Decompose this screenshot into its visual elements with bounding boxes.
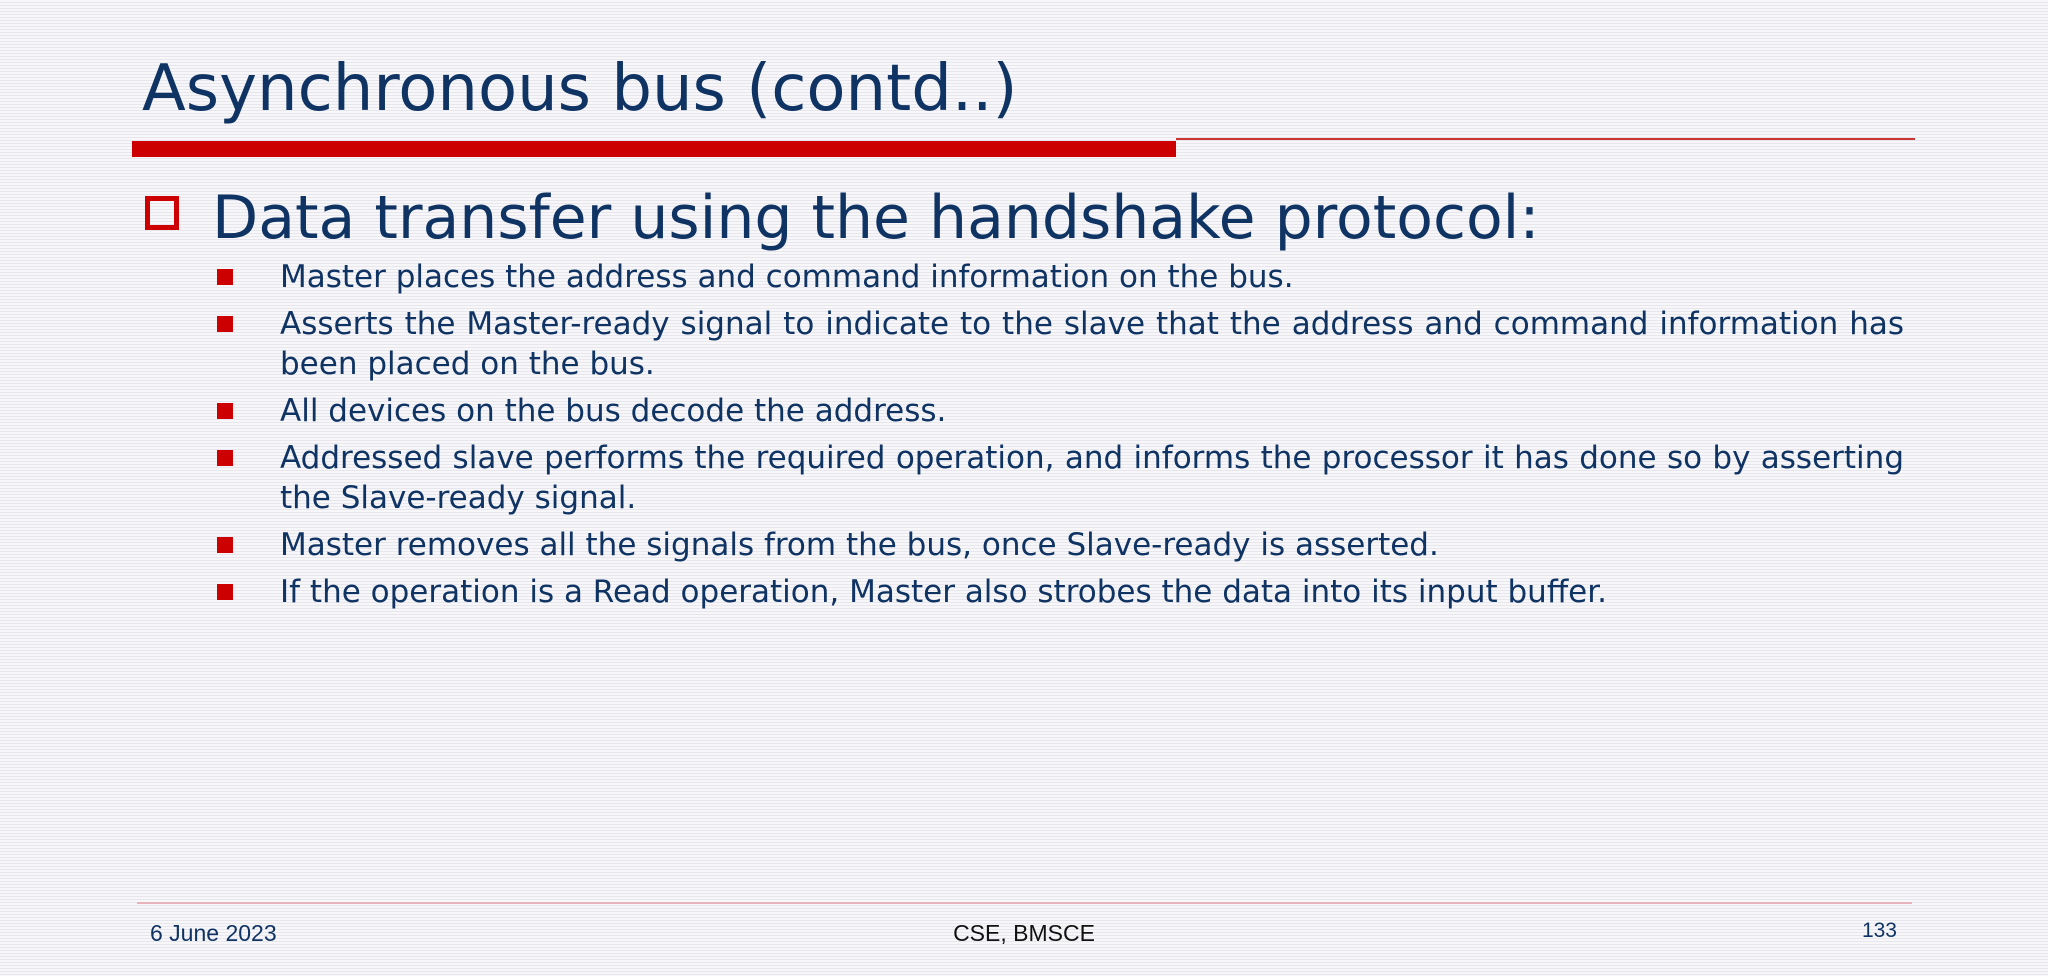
title-underline-thick (132, 141, 1176, 157)
bullet-list (216, 257, 1904, 619)
page-number: 133 (1861, 919, 1897, 942)
section-heading: Data transfer using the handshake protocol: (212, 183, 1540, 253)
bullet-item (216, 572, 1904, 612)
bullet-item (216, 438, 1904, 518)
square-bullet-icon (217, 537, 233, 553)
footer-organization: CSE, BMSCE (953, 920, 1095, 946)
bullet-text: All devices on the bus decode the address. (280, 393, 947, 429)
bullet-text: Master places the address and command information on the bus. (280, 259, 1294, 295)
bullet-item (216, 391, 1904, 431)
square-bullet-icon (217, 403, 233, 419)
hollow-square-bullet-icon (145, 196, 179, 230)
footer-date: 6 June 2023 (150, 920, 277, 946)
bullet-text: Asserts the Master-ready signal to indicate to the slave that the address and command information has been placed on the bus. (280, 306, 1904, 382)
footer-divider (137, 902, 1912, 904)
square-bullet-icon (217, 450, 233, 466)
title-underline-thin (1176, 138, 1915, 140)
slide-title: Asynchronous bus (contd..) (142, 52, 1018, 126)
bullet-item (216, 304, 1904, 384)
bullet-item (216, 525, 1904, 565)
bullet-text: Addressed slave performs the required operation, and informs the processor it has done so by asserting the Slave-ready signal. (280, 440, 1904, 516)
bullet-text: Master removes all the signals from the bus, once Slave-ready is asserted. (280, 527, 1439, 563)
square-bullet-icon (217, 269, 233, 285)
bullet-item (216, 257, 1904, 297)
bullet-text: If the operation is a Read operation, Master also strobes the data into its input buffer. (280, 574, 1608, 610)
square-bullet-icon (217, 584, 233, 600)
square-bullet-icon (217, 316, 233, 332)
